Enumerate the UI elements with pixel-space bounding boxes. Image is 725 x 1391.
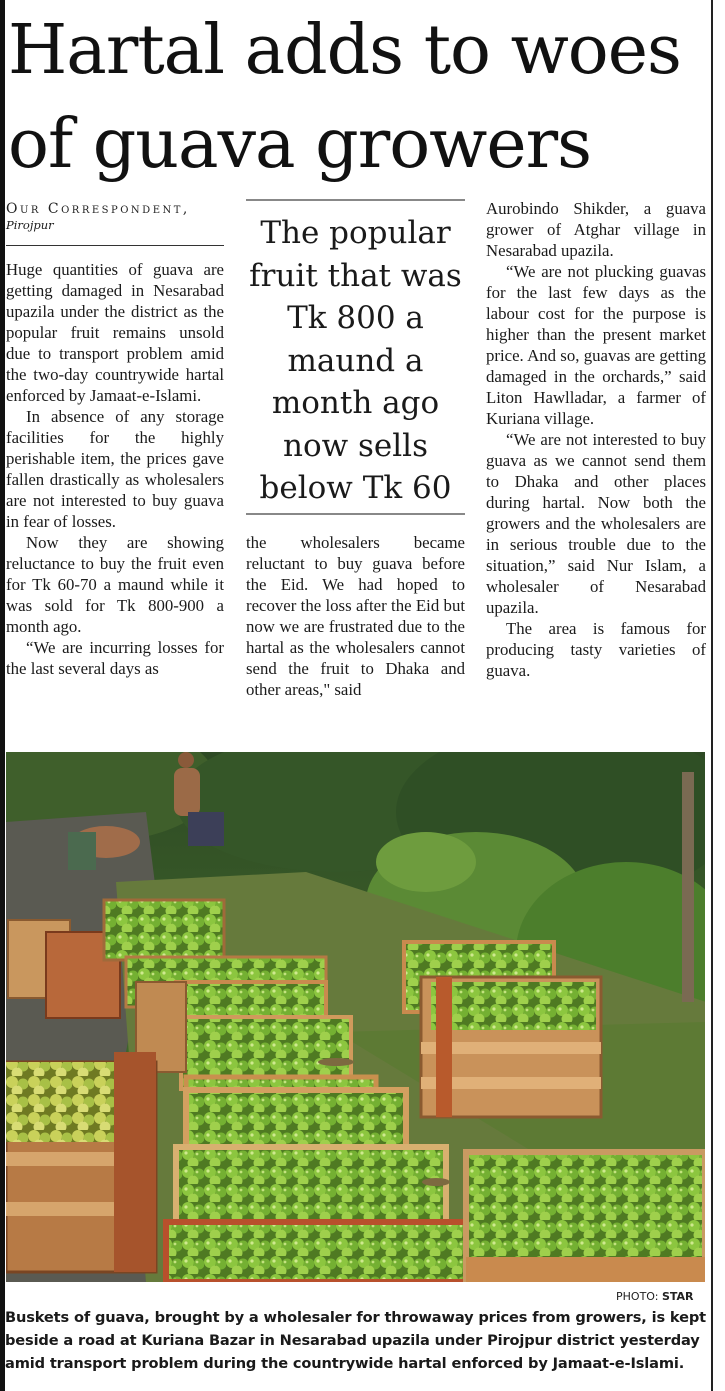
left-column-rule <box>0 0 5 1391</box>
body-column-3 <box>486 198 706 681</box>
headline <box>8 4 708 192</box>
pull-quote-bottom-rule <box>246 513 465 515</box>
headline-line-2: of guava growers <box>8 105 591 184</box>
body-column-2 <box>246 532 465 700</box>
paragraph: In absence of any storage facilities for the highly perishable item, the prices gave fallen drastically as wholesalers are not interested to buy guava in fear of losses. <box>6 407 224 531</box>
paragraph: “We are not plucking guavas for the last few days as the labour cost for the purpose is higher than the present market price. And so, guavas are getting damaged in the orchards,” said Liton Hawlladar, a farmer of Kuriana village. <box>486 262 706 428</box>
news-photo <box>6 752 705 1282</box>
paragraph: The area is famous for producing tasty varieties of guava. <box>486 619 706 680</box>
paragraph: “We are not interested to buy guava as we cannot send them to Dhaka and other places during hartal. Now both the growers and the wholesalers are in serious trouble due to the situation,” said Nur Islam, a wholesaler of Nesarabad upazila. <box>486 430 706 617</box>
right-column-rule <box>711 0 713 1391</box>
paragraph: “We are incurring losses for the last several days as <box>6 638 224 678</box>
headline-line-1: Hartal adds to woes <box>8 11 681 90</box>
byline-author: Our Correspondent, <box>6 201 190 217</box>
byline <box>6 201 224 232</box>
photo-credit-source: STAR <box>661 1290 694 1303</box>
photo-credit <box>616 1290 694 1303</box>
photo-caption: Buskets of guava, brought by a wholesaler for throwaway prices from growers, is kept beside a road at Kuriana Bazar in Nesarabad upazila under Pirojpur district yesterday amid transport problem during the countrywide hartal enforced by Jamaat-e-Islami. <box>5 1309 706 1372</box>
paragraph: Huge quantities of guava are getting damaged in Nesarabad upazila under the district as the popular fruit remains unsold due to transport problem amid the two-day countrywide hartal enforced by Jamaat-e-Islami. <box>6 260 224 405</box>
paragraph: Now they are showing reluctance to buy the fruit even for Tk 60-70 a maund while it was sold for Tk 800-900 a month ago. <box>6 533 224 636</box>
guava-crates-photo <box>6 752 705 1282</box>
byline-dateline: Pirojpur <box>6 218 54 232</box>
paragraph: the wholesalers became reluctant to buy guava before the Eid. We had hoped to recover the loss after the Eid but now we are frustrated due to the hartal as the wholesalers cannot send the fruit to Dhaka and other areas," said <box>246 533 465 699</box>
pull-quote: The popular fruit that was Tk 800 a maund a month ago now sells below Tk 60 <box>249 215 462 506</box>
paragraph: Aurobindo Shikder, a guava grower of Atghar village in Nesarabad upazila. <box>486 199 706 260</box>
body-column-1 <box>6 259 224 679</box>
photo-credit-label: PHOTO: <box>616 1290 659 1303</box>
pull-quote-top-rule <box>246 199 465 201</box>
byline-rule <box>6 245 224 246</box>
